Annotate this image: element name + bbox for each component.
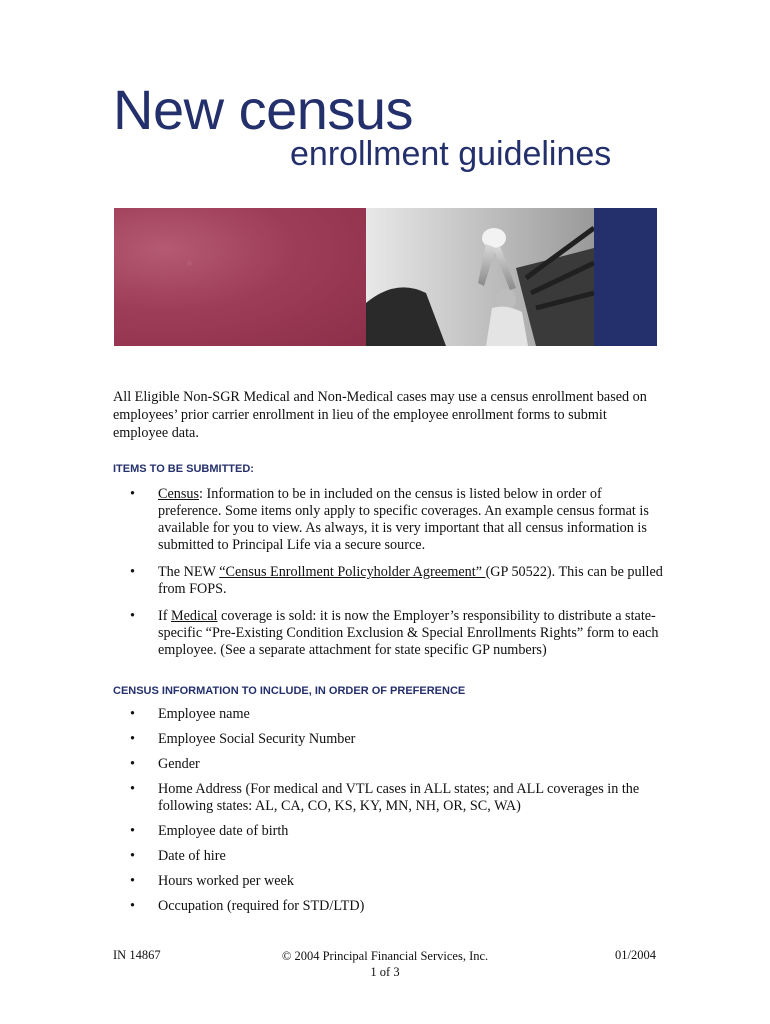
page-title: New census: [113, 78, 414, 141]
medical-link[interactable]: Medical: [171, 608, 218, 624]
list-item: • Hours worked per week: [113, 873, 663, 890]
list-item: • Employee name: [113, 706, 663, 723]
items-heading: ITEMS TO BE SUBMITTED:: [113, 463, 254, 475]
list-item: • Employee Social Security Number: [113, 731, 663, 748]
items-list: [113, 486, 663, 659]
page-subtitle: enrollment guidelines: [290, 135, 612, 173]
list-item: [113, 608, 663, 659]
list-item: • Occupation (required for STD/LTD): [113, 898, 663, 915]
census-heading: CENSUS INFORMATION TO INCLUDE, IN ORDER OF PREFERENCE: [113, 685, 466, 697]
policyholder-agreement-link[interactable]: “Census Enrollment Policyholder Agreement”: [219, 564, 486, 580]
banner-red-panel: [114, 208, 366, 346]
list-item: • Date of hire: [113, 848, 663, 865]
page-number: 1 of 3: [370, 965, 400, 979]
list-item-prefix: The NEW: [158, 564, 220, 580]
banner-blue-panel: [594, 208, 657, 346]
copyright: © 2004 Principal Financial Services, Inc.: [281, 949, 489, 963]
census-list: [113, 706, 663, 915]
intro-paragraph: All Eligible Non-SGR Medical and Non-Medical cases may use a census enrollment based on employees’ prior carrier enrollment in lieu of the employee enrollment forms to submit employee data.: [113, 389, 647, 441]
form-number: IN 14867: [113, 948, 161, 962]
list-item: [113, 486, 663, 554]
list-item-text: (GP 50522). This can be pulled from FOPS.: [158, 564, 663, 597]
list-item: • Home Address (For medical and VTL cases in ALL states; and ALL coverages in the following states: AL, CA, CO, KS, KY, MN, NH, OR, SC, WA): [113, 781, 663, 815]
census-link[interactable]: Census: [158, 486, 199, 502]
list-item-prefix: If: [158, 608, 171, 624]
header-banner: [114, 208, 657, 346]
footer-center: [270, 948, 500, 980]
list-item-text: : Information to be in included on the census is listed below in order of preference. Some items only apply to specific coverages. An example census format is available for you to view. As always, it is very important that all census information is submitted to Principal Life via a secure source.: [158, 486, 649, 553]
footer-date: 01/2004: [615, 948, 656, 962]
list-item: • Employee date of birth: [113, 823, 663, 840]
list-item: • Gender: [113, 756, 663, 773]
list-item: [113, 564, 663, 598]
list-item-text: coverage is sold: it is now the Employer’s responsibility to distribute a state-specific “Pre-Existing Condition Exclusion & Special Enrollments Rights” form to each employee. (See a separate attachment for state specific GP numbers): [158, 608, 659, 658]
banner-photo: [366, 208, 594, 346]
